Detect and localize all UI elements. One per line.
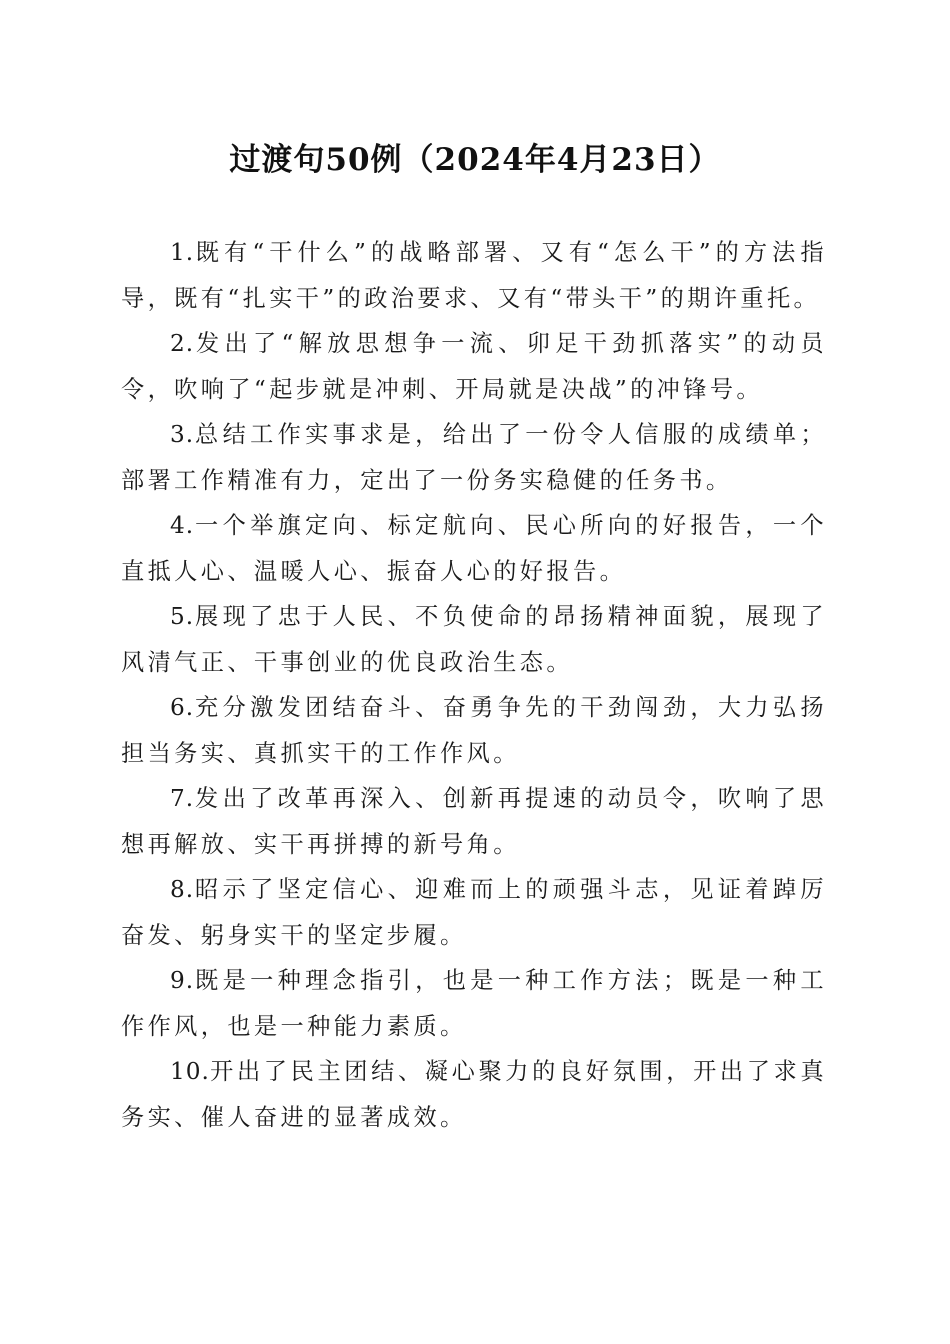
item-text: 开出了民主团结、凝心聚力的良好氛围，开出了求真务实、催人奋进的显著成效。 xyxy=(121,1058,827,1131)
list-item xyxy=(121,958,827,1049)
item-text: 既是一种理念指引，也是一种工作方法；既是一种工作作风，也是一种能力素质。 xyxy=(121,967,827,1040)
list-item xyxy=(121,867,827,958)
item-text: 昭示了坚定信心、迎难而上的顽强斗志，见证着踔厉奋发、躬身实干的坚定步履。 xyxy=(121,876,827,949)
item-number: 7. xyxy=(170,785,195,812)
item-number: 8. xyxy=(170,876,195,903)
item-number: 2. xyxy=(170,330,195,357)
item-text: 发出了改革再深入、创新再提速的动员令，吹响了思想再解放、实干再拼搏的新号角。 xyxy=(121,785,827,858)
document-body xyxy=(121,230,827,1140)
list-item xyxy=(121,321,827,412)
item-text: 充分激发团结奋斗、奋勇争先的干劲闯劲，大力弘扬担当务实、真抓实干的工作作风。 xyxy=(121,694,827,767)
list-item xyxy=(121,503,827,594)
page-title: 过渡句50例（2024年4月23日） xyxy=(229,142,721,178)
list-item xyxy=(121,776,827,867)
item-number: 4. xyxy=(170,512,195,539)
list-item xyxy=(121,1049,827,1140)
item-text: 一个举旗定向、标定航向、民心所向的好报告，一个直抵人心、温暖人心、振奋人心的好报告。 xyxy=(121,512,827,585)
list-item xyxy=(121,230,827,321)
item-number: 1. xyxy=(170,239,195,266)
item-number: 3. xyxy=(170,421,195,448)
item-text: 总结工作实事求是，给出了一份令人信服的成绩单；部署工作精准有力，定出了一份务实稳健的任务书。 xyxy=(121,421,827,494)
list-item xyxy=(121,412,827,503)
item-text: 展现了忠于人民、不负使命的昂扬精神面貌，展现了风清气正、干事创业的优良政治生态。 xyxy=(121,603,827,676)
item-number: 10. xyxy=(170,1058,210,1085)
item-number: 9. xyxy=(170,967,195,994)
item-text: 发出了“解放思想争一流、卯足干劲抓落实”的动员令，吹响了“起步就是冲刺、开局就是决战”的冲锋号。 xyxy=(121,330,827,403)
item-text: 既有“干什么”的战略部署、又有“怎么干”的方法指导，既有“扎实干”的政治要求、又有“带头干”的期许重托。 xyxy=(121,239,827,312)
list-item xyxy=(121,594,827,685)
item-number: 5. xyxy=(170,603,195,630)
list-item xyxy=(121,685,827,776)
item-number: 6. xyxy=(170,694,195,721)
